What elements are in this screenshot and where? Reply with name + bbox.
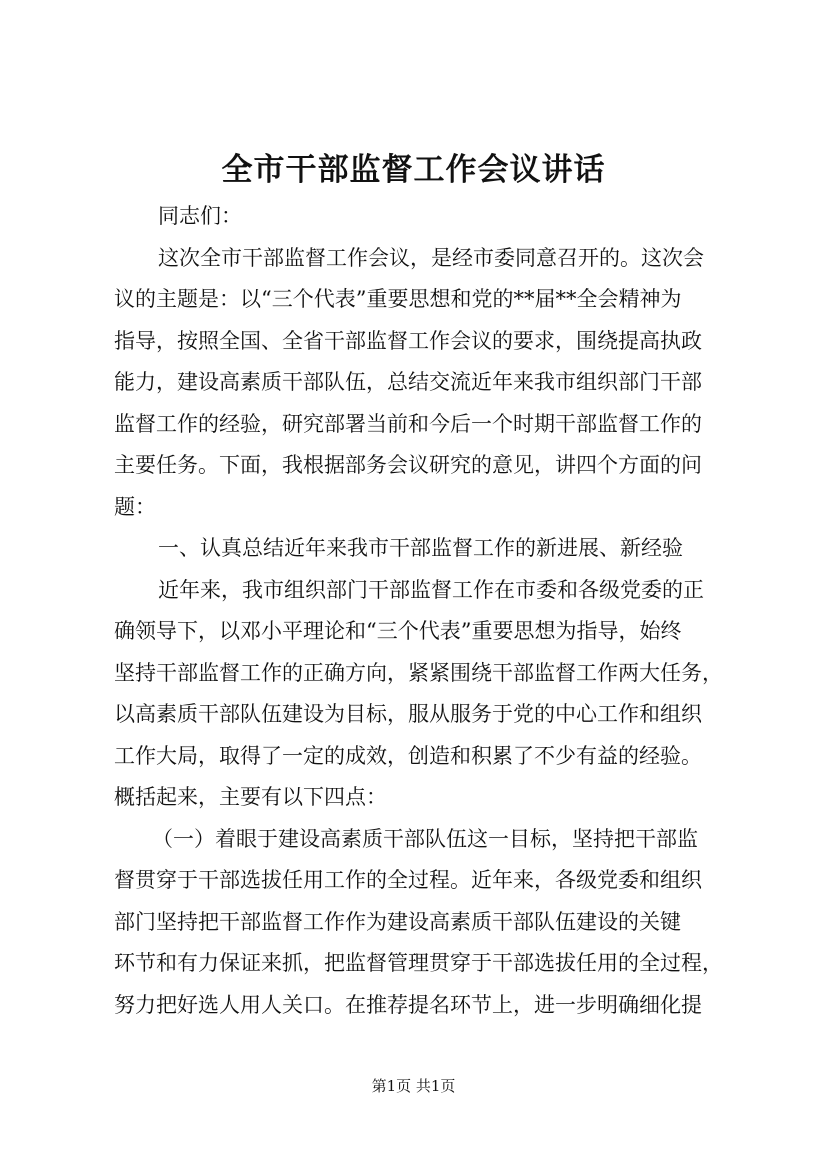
paragraph-line: 坚持干部监督工作的正确方向，紧紧围绕干部监督工作两大任务， [114, 660, 723, 685]
paragraph-line: 主要任务。下面，我根据部务会议研究的意见，讲四个方面的问 [114, 453, 702, 477]
document-body [114, 196, 734, 1026]
paragraph-line: 以高素质干部队伍建设为目标，服从服务于党的中心工作和组织 [114, 702, 702, 726]
subsection-heading-line: （一）着眼于建设高素质干部队伍这一目标，坚持把干部监 [152, 826, 698, 851]
paragraph-line: 近年来，我市组织部门干部监督工作在市委和各级党委的正 [158, 577, 704, 602]
section-heading: 一、认真总结近年来我市干部监督工作的新进展、新经验 [158, 536, 683, 560]
paragraph-line: 指导，按照全国、全省干部监督工作会议的要求，围绕提高执政 [114, 328, 702, 353]
salutation-line: 同志们： [158, 204, 242, 228]
paragraph-line: 议的主题是：以“三个代表”重要思想和党的**届**全会精神为 [114, 287, 682, 311]
paragraph-line: 能力，建设高素质干部队伍，总结交流近年来我市组织部门干部 [114, 370, 702, 394]
paragraph-line: 这次全市干部监督工作会议，是经市委同意召开的。这次会 [158, 245, 704, 270]
paragraph-line: 概括起来，主要有以下四点： [114, 785, 387, 809]
paragraph-line: 监督工作的经验，研究部署当前和今后一个时期干部监督工作的 [114, 411, 702, 436]
paragraph-line: 督贯穿于干部选拔任用工作的全过程。近年来，各级党委和组织 [114, 868, 702, 892]
page-footer: 第1页 共1页 [371, 1077, 456, 1095]
paragraph-line: 部门坚持把干部监督工作作为建设高素质干部队伍建设的关键 [114, 909, 681, 934]
paragraph-line: 努力把好选人用人关口。在推荐提名环节上，进一步明确细化提 [114, 992, 702, 1017]
paragraph-line: 确领导下，以邓小平理论和“三个代表”重要思想为指导，始终 [114, 619, 682, 643]
paragraph-line: 题： [114, 494, 156, 519]
paragraph-line: 工作大局，取得了一定的成效，创造和积累了不少有益的经验。 [114, 743, 702, 768]
document-title: 全市干部监督工作会议讲话 [221, 152, 606, 188]
paragraph-line: 环节和有力保证来抓，把监督管理贯穿于干部选拔任用的全过程， [114, 951, 723, 975]
